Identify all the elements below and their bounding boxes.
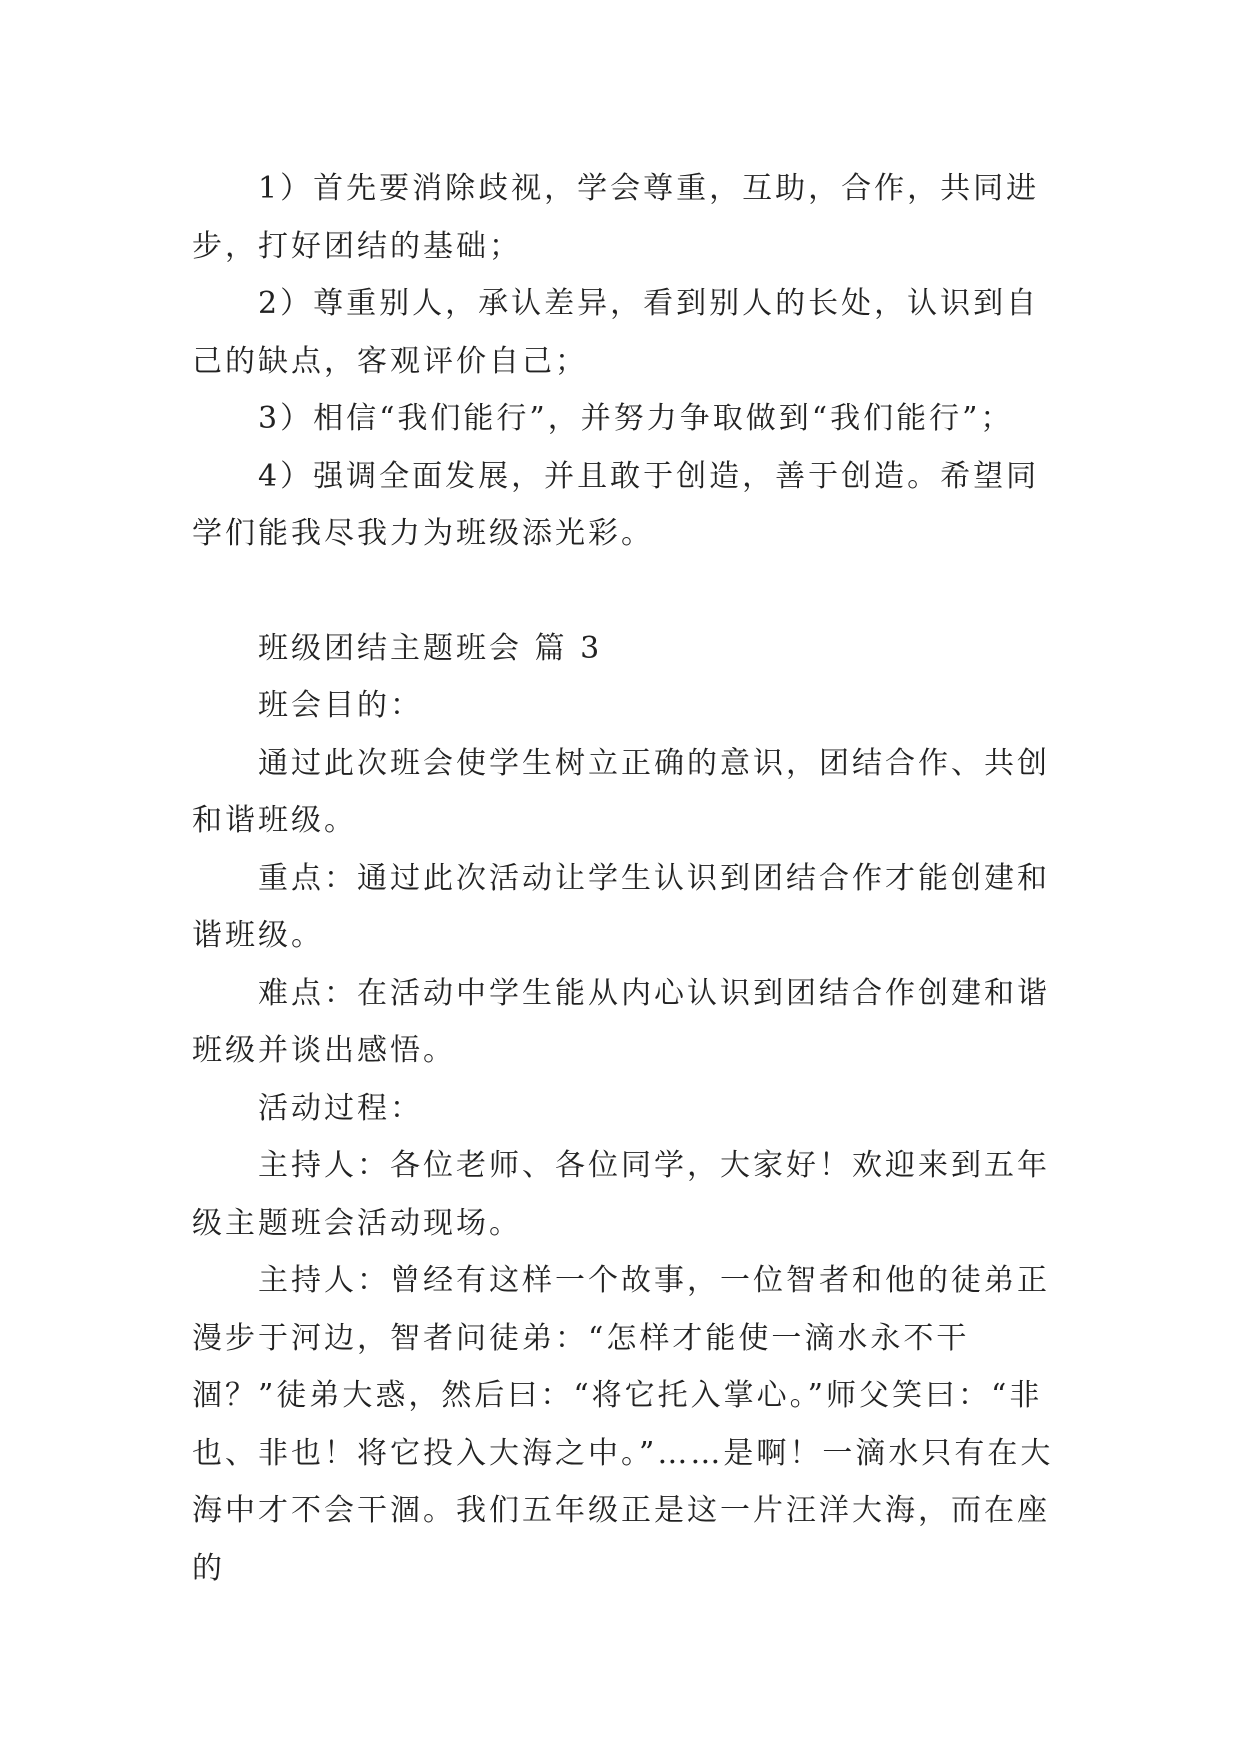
paragraph-key-point: 重点：通过此次活动让学生认识到团结合作才能创建和谐班级。 <box>192 860 1050 953</box>
paragraph-purpose-label: 班会目的： <box>258 688 423 723</box>
paragraph-point-1: 1）首先要消除歧视，学会尊重，互助，合作，共同进步，打好团结的基础； <box>192 171 1040 264</box>
paragraph-difficulty: 难点：在活动中学生能从内心认识到团结合作创建和谐班级并谈出感悟。 <box>192 975 1050 1068</box>
section-spacer <box>192 563 1062 620</box>
paragraph-purpose: 通过此次班会使学生树立正确的意识，团结合作、共创和谐班级。 <box>192 745 1050 838</box>
paragraph-point-3: 3）相信“我们能行”，并努力争取做到“我们能行”； <box>258 401 1014 436</box>
paragraph-point-2: 2）尊重别人，承认差异，看到别人的长处，认识到自己的缺点，客观评价自己； <box>192 286 1040 379</box>
paragraph-host-greeting: 主持人：各位老师、各位同学，大家好！欢迎来到五年级主题班会活动现场。 <box>192 1148 1050 1241</box>
document-body <box>192 160 1062 1597</box>
paragraph-host-story: 主持人：曾经有这样一个故事，一位智者和他的徒弟正漫步于河边，智者问徒弟：“怎样才能使一滴水永不干涸？”徒弟大惑，然后曰：“将它托入掌心。”师父笑曰：“非也、非也！将它投入大海之中。”……是啊！一滴水只有在大海中才不会干涸。我们五年级正是这一片汪洋大海，而在座的 <box>192 1263 1054 1586</box>
paragraph-process-label: 活动过程： <box>258 1090 423 1126</box>
paragraph-point-4: 4）强调全面发展，并且敢于创造，善于创造。希望同学们能我尽我力为班级添光彩。 <box>192 458 1040 551</box>
section-title: 班级团结主题班会 篇 3 <box>258 630 603 666</box>
